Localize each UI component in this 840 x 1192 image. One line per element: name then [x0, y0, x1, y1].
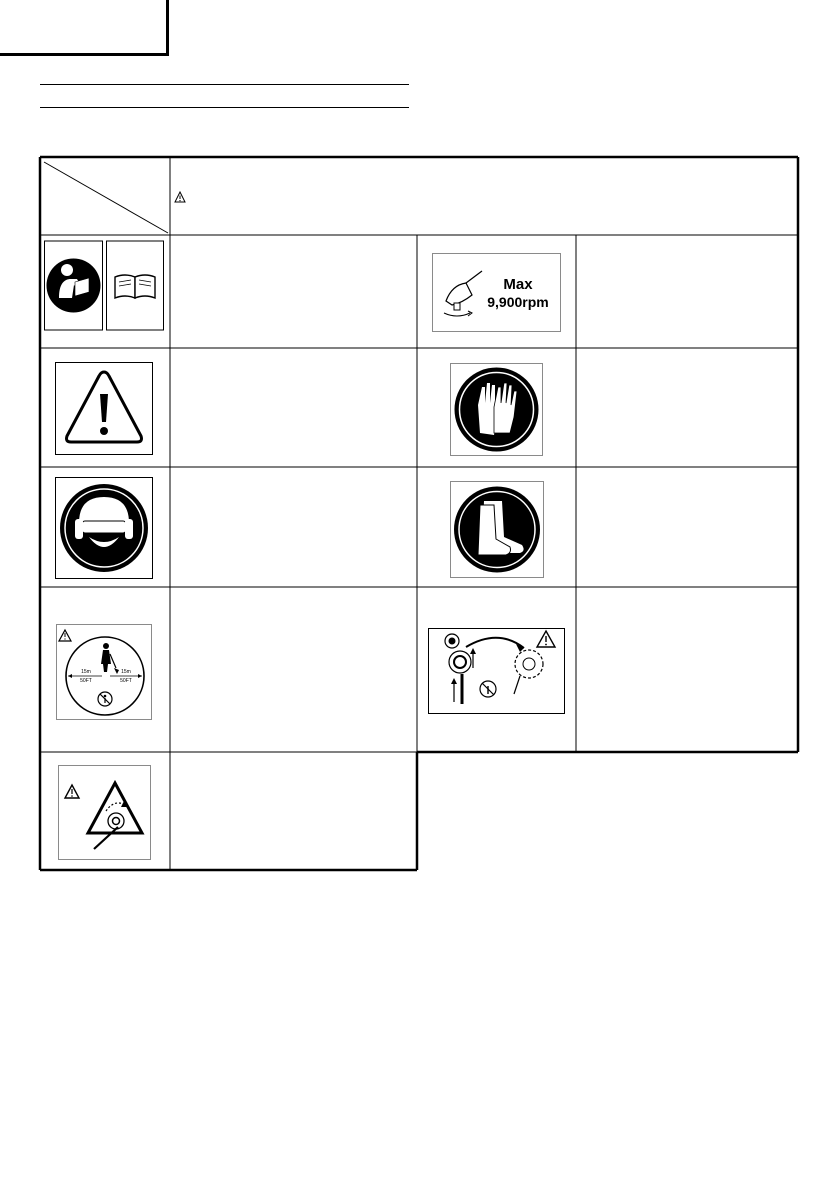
distance-left-m: 15m	[81, 669, 91, 675]
distance-left-ft: 50FT	[80, 678, 92, 684]
keep-distance-15m-icon	[56, 624, 152, 720]
rpm-text: 9,900rpm	[487, 294, 549, 310]
blade-thrust-icon	[428, 628, 565, 714]
head-protection-icon	[55, 477, 153, 579]
read-manual-icon	[44, 240, 164, 332]
section-rule-top	[40, 84, 409, 85]
max-text: Max	[503, 276, 533, 293]
blade-kickback-icon	[58, 765, 151, 860]
gloves-icon	[450, 363, 543, 456]
distance-right-m: 15m	[121, 669, 131, 675]
warning-triangle-icon	[55, 362, 153, 455]
section-rule-bottom	[40, 107, 409, 108]
header-tab-box	[0, 0, 169, 56]
distance-right-ft: 50FT	[120, 678, 132, 684]
max-rpm-label	[432, 253, 561, 332]
boots-icon	[450, 481, 544, 578]
header-warning-icon	[174, 191, 186, 203]
